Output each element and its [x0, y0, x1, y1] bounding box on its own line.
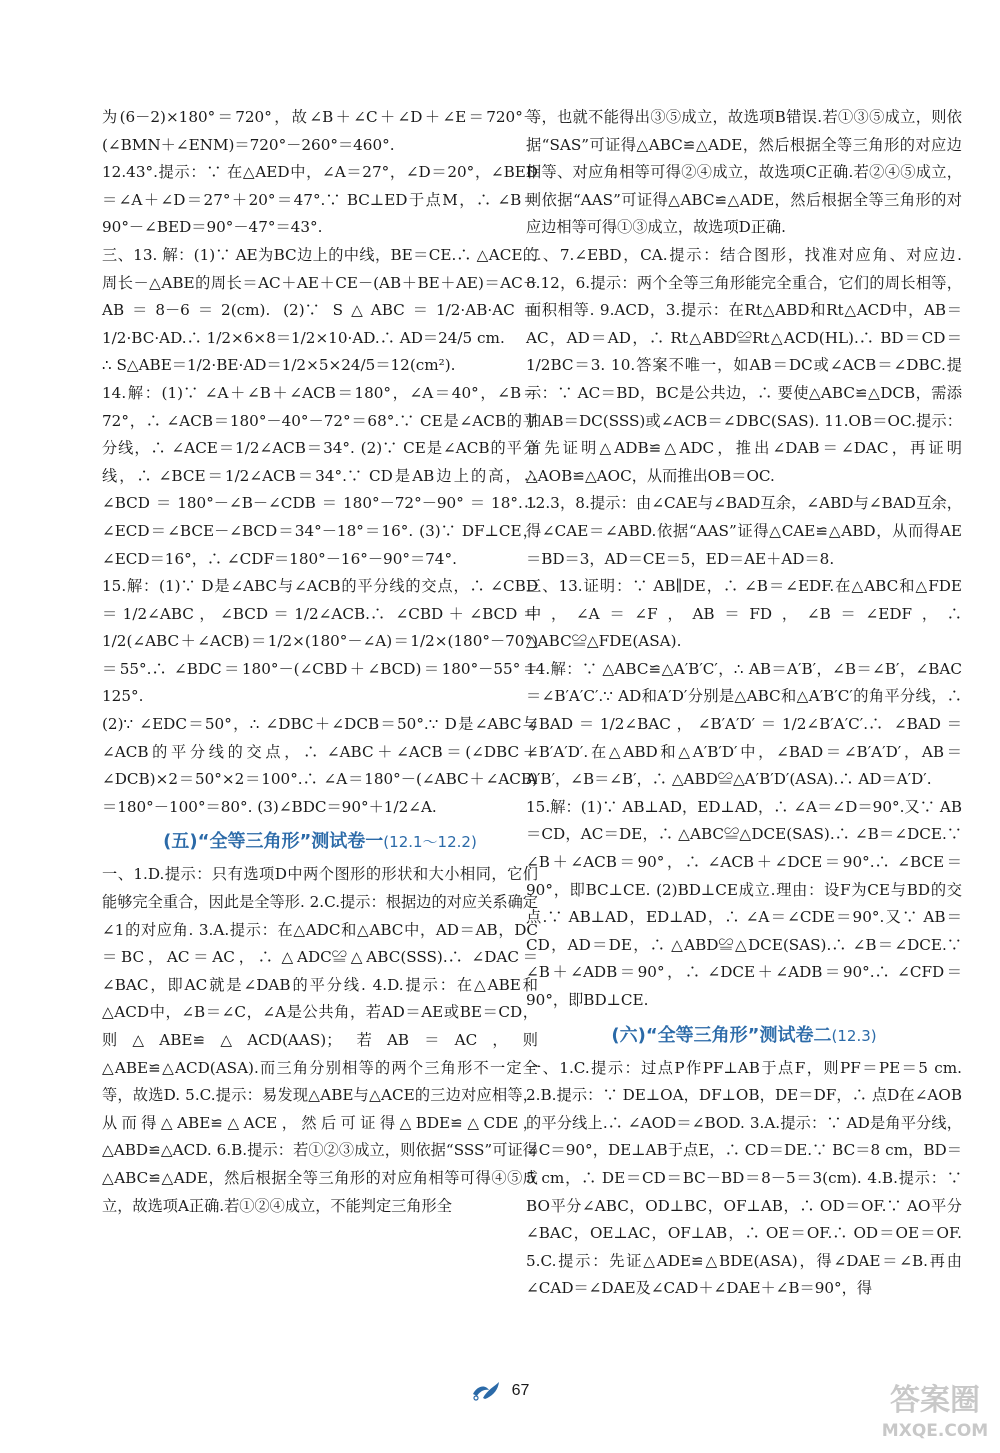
section-title-text: (六)“全等三角形”测试卷二 [611, 1024, 832, 1046]
section-range: (12.1～12.2) [383, 833, 477, 852]
paragraph: 12.43°.提示：∵ 在△AED中，∠A＝27°，∠D＝20°，∠BED＝∠A＋∠D＝27°＋20°＝47°.∵ BC⊥ED于点M，∴ ∠B＝90°－∠BED＝90°－47°＝43°. [102, 163, 538, 237]
paragraph: 二、7.∠EBD，CA.提示：结合图形，找准对应角、对应边. 8.12，6.提示：两个全等三角形能完全重合，它们的周长相等，面积相等. 9.ACD，3.提示：在Rt△ABD和Rt△ACD中，AB＝AC，AD＝AD，∴ Rt△ABD≌Rt△ACD(HL).∴ BD＝CD＝1/2BC＝3. 10.答案不唯一，如AB＝DC或∠ACB＝∠DBC.提示：∵ AC＝BD，BC是公共边，∴ 要使△ABC≌△DCB，需添加AB＝DC(SSS)或∠ACB＝∠DBC(SAS). 11.OB＝OC.提示：首先证明△ADB≌△ADC，推出∠DAB＝∠DAC，再证明△AOB≌△AOC，从而推出OB＝OC. [526, 245, 962, 485]
section-range: (12.3) [831, 1026, 877, 1045]
watermark-url: MXQE.COM [881, 1421, 989, 1441]
watermark-title: 答案圈 [890, 1383, 980, 1418]
paragraph: 14.解：(1)∵ ∠A＋∠B＋∠ACB＝180°，∠A＝40°，∠B＝72°，∴ ∠ACB＝180°－40°－72°＝68°.∵ CE是∠ACB的平分线，∴ ∠ACE＝1/2∠ACB＝34°. (2)∵ CE是∠ACB的平分线，∴ ∠BCE＝1/2∠ACB＝34°.∵ CD是AB边上的高，∴ ∠BCD＝180°－∠B－∠CDB＝180°－72°－90°＝18°.∴ ∠ECD＝∠BCE－∠BCD＝34°－18°＝16°. (3)∵ DF⊥CE，∠ECD＝16°，∴ ∠CDF＝180°－16°－90°＝74°. [102, 383, 538, 568]
paragraph: 三、13.证明：∵ AB∥DE，∴ ∠B＝∠EDF.在△ABC和△FDE中，∠A＝∠F，AB＝FD，∠B＝∠EDF，∴ △ABC≌△FDE(ASA). [526, 577, 962, 651]
paragraph: 12.3，8.提示：由∠CAE与∠BAD互余，∠ABD与∠BAD互余，得∠CAE＝∠ABD.依据“AAS”证得△CAE≌△ABD，从而得AE＝BD＝3，AD＝CE＝5，ED＝AE＋AD＝8. [526, 494, 962, 568]
section-title-6 [526, 1021, 962, 1051]
leaf-ornament-icon [471, 1380, 501, 1402]
paragraph: 三、13. 解：(1)∵ AE为BC边上的中线，BE＝CE.∴ △ACE的周长－△ABE的周长＝AC＋AE＋CE－(AB＋BE＋AE)＝AC－AB＝8－6＝2(cm). (2)∵ S△ABC＝1/2·AB·AC＝1/2·BC·AD.∴ 1/2×6×8＝1/2×10·AD.∴ AD＝24/5 cm. [102, 245, 538, 347]
page-footer [0, 1380, 1000, 1402]
section-title-text: (五)“全等三角形”测试卷一 [163, 831, 384, 853]
paragraph: 等，也就不能得出③⑤成立，故选项B错误.若①③⑤成立，则依据“SAS”可证得△ABC≌△ADE，然后根据全等三角形的对应边相等、对应角相等可得②④成立，故选项C正确.若②④⑤成立，则依据“AAS”可证得△ABC≌△ADE，然后根据全等三角形的对应边相等可得①③成立，故选项D正确. [526, 108, 962, 237]
right-column [526, 104, 962, 1303]
left-column [102, 104, 538, 1220]
paragraph: (2)∵ ∠EDC＝50°，∴ ∠DBC＋∠DCB＝50°.∵ D是∠ABC与∠ACB的平分线的交点，∴ ∠ABC＋∠ACB＝(∠DBC＋∠DCB)×2＝50°×2＝100°.∴ ∠A＝180°－(∠ABC＋∠ACB)＝180°－100°＝80°. (3)∠BDC＝90°＋1/2∠A. [102, 715, 538, 816]
page-number: 67 [511, 1382, 530, 1399]
section-title-5 [102, 827, 538, 857]
paragraph: 15.解：(1)∵ AB⊥AD，ED⊥AD，∴ ∠A＝∠D＝90°.又∵ AB＝CD，AC＝DE，∴ △ABC≌△DCE(SAS).∴ ∠B＝∠DCE.∵ ∠B＋∠ACB＝90°，∴ ∠ACB＋∠DCE＝90°.∴ ∠BCE＝90°，即BC⊥CE. (2)BD⊥CE成立.理由：设F为CE与BD的交点.∵ AB⊥AD，ED⊥AD，∴ ∠A＝∠CDE＝90°.又∵ AB＝CD，AD＝DE，∴ △ABD≌△DCE(SAS).∴ ∠B＝∠DCE.∵ ∠B＋∠ADB＝90°，∴ ∠DCE＋∠ADB＝90°.∴ ∠CFD＝90°，即BD⊥CE. [526, 797, 962, 1009]
paragraph: 15.解：(1)∵ D是∠ABC与∠ACB的平分线的交点，∴ ∠CBD＝1/2∠ABC，∠BCD＝1/2∠ACB.∴ ∠CBD＋∠BCD＝1/2(∠ABC＋∠ACB)＝1/2×(180°－∠A)＝1/2×(180°－70°)＝55°.∴ ∠BDC＝180°－(∠CBD＋∠BCD)＝180°－55°＝125°. [102, 577, 538, 706]
paragraph: ∴ S△ABE＝1/2·BE·AD＝1/2×5×24/5＝12(cm²). [102, 356, 456, 375]
paragraph: 为(6－2)×180°＝720°，故∠B＋∠C＋∠D＋∠E＝720°－(∠BMN＋∠ENM)＝720°－260°＝460°. [102, 108, 538, 154]
paragraph: 一、1.C.提示：过点P作PF⊥AB于点F，则PF＝PE＝5 cm. 2.B.提示：∵ DE⊥OA，DF⊥OB，DE＝DF，∴ 点D在∠AOB的平分线上.∴ ∠AOD＝∠BOD. 3.A.提示：∵ AD是角平分线，∠C＝90°，DE⊥AB于点E，∴ CD＝DE.∵ BC＝8 cm，BD＝5 cm，∴ DE＝CD＝BC－BD＝8－5＝3(cm). 4.B.提示：∵ BO平分∠ABC，OD⊥BC，OF⊥AB，∴ OD＝OF.∵ AO平分∠BAC，OE⊥AC，OF⊥AB，∴ OE＝OF.∴ OD＝OE＝OF. 5.C.提示：先证△ADE≌△BDE(ASA)，得∠DAE＝∠B.再由∠CAD＝∠DAE及∠CAD＋∠DAE＋∠B＝90°，得 [526, 1058, 963, 1298]
paragraph: 14.解：∵ △ABC≌△A′B′C′，∴ AB＝A′B′，∠B＝∠B′，∠BAC＝∠B′A′C′.∵ AD和A′D′分别是△ABC和△A′B′C′的角平分线，∴ ∠BAD＝1/2∠BAC，∠B′A′D′＝1/2∠B′A′C′.∴ ∠BAD＝∠B′A′D′.在△ABD和△A′B′D′中，∠BAD＝∠B′A′D′，AB＝A′B′，∠B＝∠B′，∴ △ABD≌△A′B′D′(ASA).∴ AD＝A′D′. [526, 659, 962, 789]
paragraph: 一、1.D.提示：只有选项D中两个图形的形状和大小相同，它们能够完全重合，因此是全等形. 2.C.提示：根据边的对应关系确定∠1的对应角. 3.A.提示：在△ADC和△ABC中，AD＝AB，DC＝BC，AC＝AC，∴ △ADC≌△ABC(SSS).∴ ∠DAC＝∠BAC，即AC就是∠DAB的平分线. 4.D.提示：在△ABE和△ACD中，∠B＝∠C，∠A是公共角，若AD＝AE或BE＝CD，则△ABE≌△ACD(AAS)；若AB＝AC，则△ABE≌△ACD(ASA).而三角分别相等的两个三角形不一定全等，故选D. 5.C.提示：易发现△ABE与△ACE的三边对应相等，从而得△ABE≌△ACE，然后可证得△BDE≌△CDE，△ABD≌△ACD. 6.B.提示：若①②③成立，则依据“SSS”可证得△ABC≌△ADE，然后根据全等三角形的对应角相等可得④⑤成立，故选项A正确.若①②④成立，不能判定三角形全 [102, 865, 538, 1215]
watermark-logo [880, 1372, 990, 1444]
